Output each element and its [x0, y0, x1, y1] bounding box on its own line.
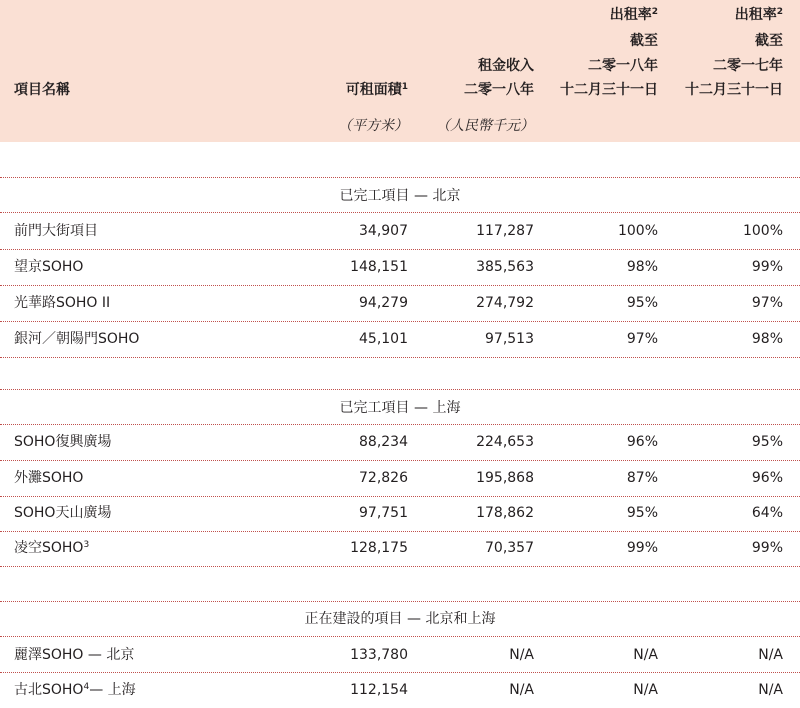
rental-income-value: 97,513 [485, 331, 534, 347]
project-name: 古北SOHO$^4$— 上海 [14, 682, 136, 698]
table-header [0, 0, 800, 142]
project-name: SOHO天山廣場 [14, 505, 112, 521]
leasable-area-value: 94,279 [359, 295, 408, 311]
occupancy-2017-value: 96% [751, 470, 783, 486]
leasable-area-value: 133,780 [350, 647, 408, 663]
occupancy-2018-value: 95% [626, 295, 658, 311]
rent-unit: （人民幣千元） [436, 118, 534, 134]
table-row [0, 495, 800, 531]
area-unit: （平方米） [338, 118, 408, 134]
table-row [0, 672, 800, 708]
leasable-area-value: 88,234 [359, 434, 408, 450]
leasable-area-value: 72,826 [359, 470, 408, 486]
occupancy-2017-value: 97% [751, 295, 783, 311]
occupancy-2017-value: N/A [758, 682, 783, 698]
occ18-as-of: 截至 [630, 33, 658, 49]
leasable-area-value: 34,907 [359, 223, 408, 239]
occ18-title: 出租率$^2$ [609, 7, 658, 23]
section-title-beijing: 已完工項目 — 北京 [339, 188, 461, 204]
project-name: 前門大街項目 [14, 223, 98, 239]
rental-income-value: 224,653 [476, 434, 534, 450]
occupancy-2017-value: 95% [751, 434, 783, 450]
project-name: 外灘SOHO [14, 470, 84, 486]
project-name: 麗澤SOHO — 北京 [14, 647, 135, 663]
occupancy-2018-value: 100% [617, 223, 658, 239]
occupancy-2017-value: 99% [751, 540, 783, 556]
section-divider [0, 601, 800, 602]
section-divider [0, 177, 800, 178]
rental-title: 租金收入 [478, 58, 534, 74]
section-title-shanghai: 已完工項目 — 上海 [339, 400, 461, 416]
occupancy-2018-value: 87% [626, 470, 658, 486]
leasable-area-value: 45,101 [359, 331, 408, 347]
occ17-as-of: 截至 [755, 33, 783, 49]
occ18-date: 十二月三十一日 [560, 82, 658, 98]
leasable-area-value: 97,751 [359, 505, 408, 521]
rental-income-value: 274,792 [476, 295, 534, 311]
occupancy-2018-value: 97% [626, 331, 658, 347]
row-divider [0, 566, 800, 567]
rental-income-value: 117,287 [476, 223, 534, 239]
occupancy-2018-value: 99% [626, 540, 658, 556]
occ18-year: 二零一八年 [588, 58, 658, 74]
rental-income-value: 70,357 [485, 540, 534, 556]
table-row [0, 321, 800, 357]
occupancy-2017-value: 99% [751, 259, 783, 275]
occupancy-2018-value: 96% [626, 434, 658, 450]
table-row [0, 285, 800, 321]
project-name: 凌空SOHO$^3$ [14, 540, 90, 556]
project-name: 銀河／朝陽門SOHO [14, 331, 140, 347]
occupancy-2018-value: 98% [626, 259, 658, 275]
occ17-title: 出租率$^2$ [734, 7, 783, 23]
rental-income-value: 195,868 [476, 470, 534, 486]
project-name: 光華路SOHO II [14, 295, 111, 311]
table-row [0, 249, 800, 285]
leasable-area-title: 可租面積$^1$ [345, 82, 408, 98]
project-name: SOHO復興廣場 [14, 434, 112, 450]
rental-year: 二零一八年 [464, 82, 534, 98]
occupancy-2017-value: N/A [758, 647, 783, 663]
occ17-year: 二零一七年 [713, 58, 783, 74]
occ17-date: 十二月三十一日 [685, 82, 783, 98]
rental-income-value: 178,862 [476, 505, 534, 521]
table-row [0, 637, 800, 673]
section-divider [0, 389, 800, 390]
rental-income-value: N/A [509, 682, 534, 698]
occupancy-2017-value: 98% [751, 331, 783, 347]
project-name: 望京SOHO [14, 259, 84, 275]
table-row [0, 460, 800, 496]
table-row [0, 530, 800, 566]
occupancy-2018-value: N/A [633, 647, 658, 663]
leasable-area-value: 148,151 [350, 259, 408, 275]
occupancy-2018-value: N/A [633, 682, 658, 698]
leasable-area-value: 112,154 [350, 682, 408, 698]
rental-income-value: N/A [509, 647, 534, 663]
project-name-header: 項目名稱 [14, 82, 70, 98]
section-title-under-construction: 正在建設的項目 — 北京和上海 [304, 611, 496, 627]
row-divider [0, 357, 800, 358]
rental-income-value: 385,563 [476, 259, 534, 275]
occupancy-2018-value: 95% [626, 505, 658, 521]
leasable-area-value: 128,175 [350, 540, 408, 556]
occupancy-2017-value: 100% [742, 223, 783, 239]
table-row [0, 424, 800, 460]
occupancy-2017-value: 64% [751, 505, 783, 521]
table-row [0, 213, 800, 249]
